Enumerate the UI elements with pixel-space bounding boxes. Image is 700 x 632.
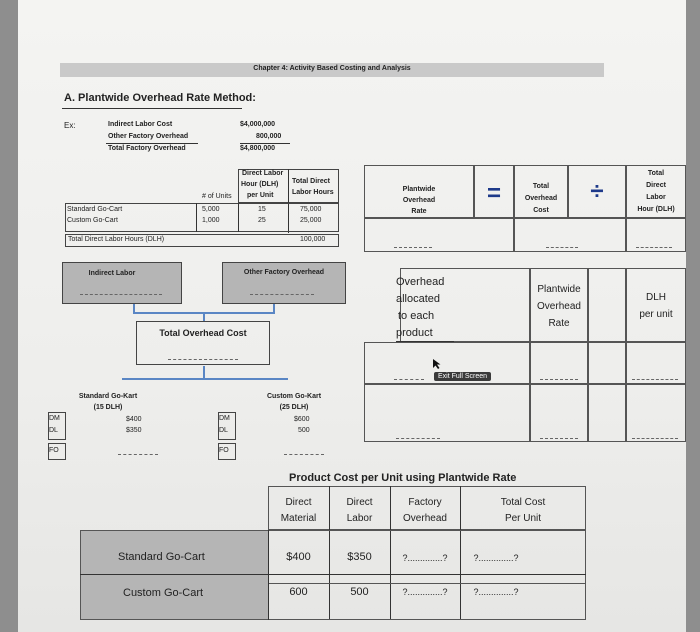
cell-total: ?..............? xyxy=(473,553,519,563)
cell-dl: 500 xyxy=(350,586,369,598)
col-units-header: # of Units xyxy=(202,193,232,200)
answer-blank xyxy=(632,438,678,439)
allocation-text: allocated xyxy=(396,293,441,305)
cell-dl: $350 xyxy=(347,551,372,563)
example-divider xyxy=(106,143,198,144)
other-overhead-label: Other Factory Overhead xyxy=(243,269,325,276)
answer-blank xyxy=(636,247,672,248)
allocation-cell xyxy=(626,342,686,384)
exit-fullscreen-button[interactable]: Exit Full Screen xyxy=(434,372,491,381)
standard-dm-value: $400 xyxy=(126,416,142,423)
allocation-cell xyxy=(588,342,626,384)
table-rule xyxy=(268,530,269,620)
custom-kart-title: Custom Go-Kart xyxy=(266,393,322,400)
standard-dm-label: DM xyxy=(49,415,60,422)
table-rule xyxy=(80,574,586,575)
formula-dlh-label: Labor xyxy=(646,194,666,201)
allocation-dlh-label: per unit xyxy=(639,309,673,320)
cell-fo: ?..............? xyxy=(402,553,448,563)
standard-dl-label: DL xyxy=(49,427,58,434)
formula-answer-rate xyxy=(364,218,514,252)
standard-kart-title: Standard Go-Kart xyxy=(78,393,138,400)
answer-blank xyxy=(394,247,432,248)
answer-blank xyxy=(540,438,578,439)
formula-dlh-label: Direct xyxy=(646,182,666,189)
allocation-cell xyxy=(626,384,686,442)
total-dlh-label: Total Direct Labor Hours (DLH) xyxy=(68,236,165,243)
example-row-label: Other Factory Overhead xyxy=(108,133,189,140)
allocation-cell-dlh xyxy=(626,268,686,342)
section-title-underline xyxy=(62,108,242,109)
col-dm-header: Material xyxy=(280,513,317,524)
col-dlh-header: Hour (DLH) xyxy=(241,181,279,188)
allocation-cell xyxy=(530,342,588,384)
allocation-text: Overhead xyxy=(396,276,445,288)
units-row-label: Custom Go-Cart xyxy=(67,217,118,224)
col-dm-header: Direct xyxy=(285,497,312,508)
formula-rate-label: Plantwide xyxy=(402,186,436,193)
allocation-rate-label: Rate xyxy=(548,318,570,329)
allocation-underline xyxy=(396,341,454,342)
row-label: Standard Go-Cart xyxy=(118,551,205,563)
col-dlh-header: Direct Labor xyxy=(242,170,284,177)
formula-dlh-label: Hour (DLH) xyxy=(637,206,675,213)
indirect-labor-box xyxy=(62,262,182,304)
example-row-value: $4,000,000 xyxy=(240,121,276,128)
custom-dl-value: 500 xyxy=(298,427,310,434)
standard-fo-label: FO xyxy=(49,447,59,454)
standard-dl-value: $350 xyxy=(126,427,142,434)
answer-blank xyxy=(284,454,324,455)
allocation-rate-label: Plantwide xyxy=(537,284,581,295)
standard-kart-sub: (15 DLH) xyxy=(93,404,123,411)
answer-blank xyxy=(394,379,424,380)
total-overhead-label: Total Overhead Cost xyxy=(159,328,247,338)
cursor-icon xyxy=(432,358,442,370)
answer-blank xyxy=(168,359,238,360)
answer-blank xyxy=(540,379,578,380)
custom-fo-label: FO xyxy=(219,447,229,454)
allocation-text: product xyxy=(396,327,433,339)
cell-fo: ?..............? xyxy=(402,587,448,597)
formula-rate-label: Overhead xyxy=(402,197,436,204)
units-row-label: Standard Go-Cart xyxy=(67,206,123,213)
allocation-cell-divider xyxy=(588,268,626,342)
units-row-dlh: 15 xyxy=(258,206,266,213)
answer-blank xyxy=(546,247,578,248)
table-rule xyxy=(238,203,239,232)
col-total-header: Labor Hours xyxy=(292,189,334,196)
product-cost-title: Product Cost per Unit using Plantwide Rate xyxy=(289,472,517,484)
col-total-header: Per Unit xyxy=(504,513,542,524)
chapter-title: Chapter 4: Activity Based Costing and Analysis xyxy=(253,65,411,72)
units-row-total: 25,000 xyxy=(300,217,322,224)
section-title: A. Plantwide Overhead Rate Method: xyxy=(64,92,256,104)
col-total-header: Total Cost xyxy=(500,497,546,508)
formula-cost-label: Total xyxy=(532,183,550,190)
allocation-text: to each xyxy=(398,310,435,322)
answer-blank xyxy=(632,379,678,380)
answer-blank xyxy=(396,438,440,439)
connector-line xyxy=(122,378,288,380)
cell-dm: 600 xyxy=(289,586,308,598)
custom-dm-value: $600 xyxy=(294,416,310,423)
col-dlh-header: per Unit xyxy=(247,192,274,199)
cell-dm: $400 xyxy=(286,551,311,563)
indirect-labor-label: Indirect Labor xyxy=(88,270,136,277)
table-rule xyxy=(196,203,197,232)
example-row-label: Indirect Labor Cost xyxy=(108,121,173,128)
col-total-header: Total Direct xyxy=(292,178,330,185)
allocation-cell xyxy=(530,384,588,442)
custom-dm-label: DM xyxy=(219,415,230,422)
formula-cost-label: Cost xyxy=(533,207,549,214)
answer-blank xyxy=(80,294,162,295)
col-fo-header: Factory xyxy=(408,497,442,508)
example-row-value: $4,800,000 xyxy=(240,145,276,152)
col-dl-header: Labor xyxy=(346,513,373,524)
answer-blank xyxy=(250,294,314,295)
answer-blank xyxy=(118,454,158,455)
formula-rate-label: Rate xyxy=(411,208,427,215)
total-dlh-value: 100,000 xyxy=(300,236,326,243)
allocation-cell xyxy=(364,384,530,442)
equals-sign: = xyxy=(486,180,501,207)
worksheet-page xyxy=(18,0,686,632)
col-dl-header: Direct xyxy=(346,497,373,508)
col-fo-header: Overhead xyxy=(403,513,447,524)
example-divider xyxy=(240,143,290,144)
allocation-dlh-label: DLH xyxy=(645,292,666,303)
formula-cost-label: Overhead xyxy=(524,195,558,202)
formula-dlh-label: Total xyxy=(647,170,665,177)
custom-kart-sub: (25 DLH) xyxy=(279,404,309,411)
row-label-shade xyxy=(81,531,268,619)
allocation-rate-label: Overhead xyxy=(537,301,581,312)
row-label: Custom Go-Cart xyxy=(123,587,204,599)
allocation-cell xyxy=(588,384,626,442)
units-row-units: 1,000 xyxy=(202,217,220,224)
units-row-dlh: 25 xyxy=(258,217,266,224)
cell-total: ?..............? xyxy=(473,587,519,597)
divide-sign: ÷ xyxy=(590,178,604,205)
units-row-total: 75,000 xyxy=(300,206,322,213)
example-label: Ex: xyxy=(64,121,76,130)
units-row-units: 5,000 xyxy=(202,206,220,213)
example-row-label: Total Factory Overhead xyxy=(108,145,186,152)
example-row-value: 800,000 xyxy=(256,133,282,140)
custom-dl-label: DL xyxy=(219,427,228,434)
